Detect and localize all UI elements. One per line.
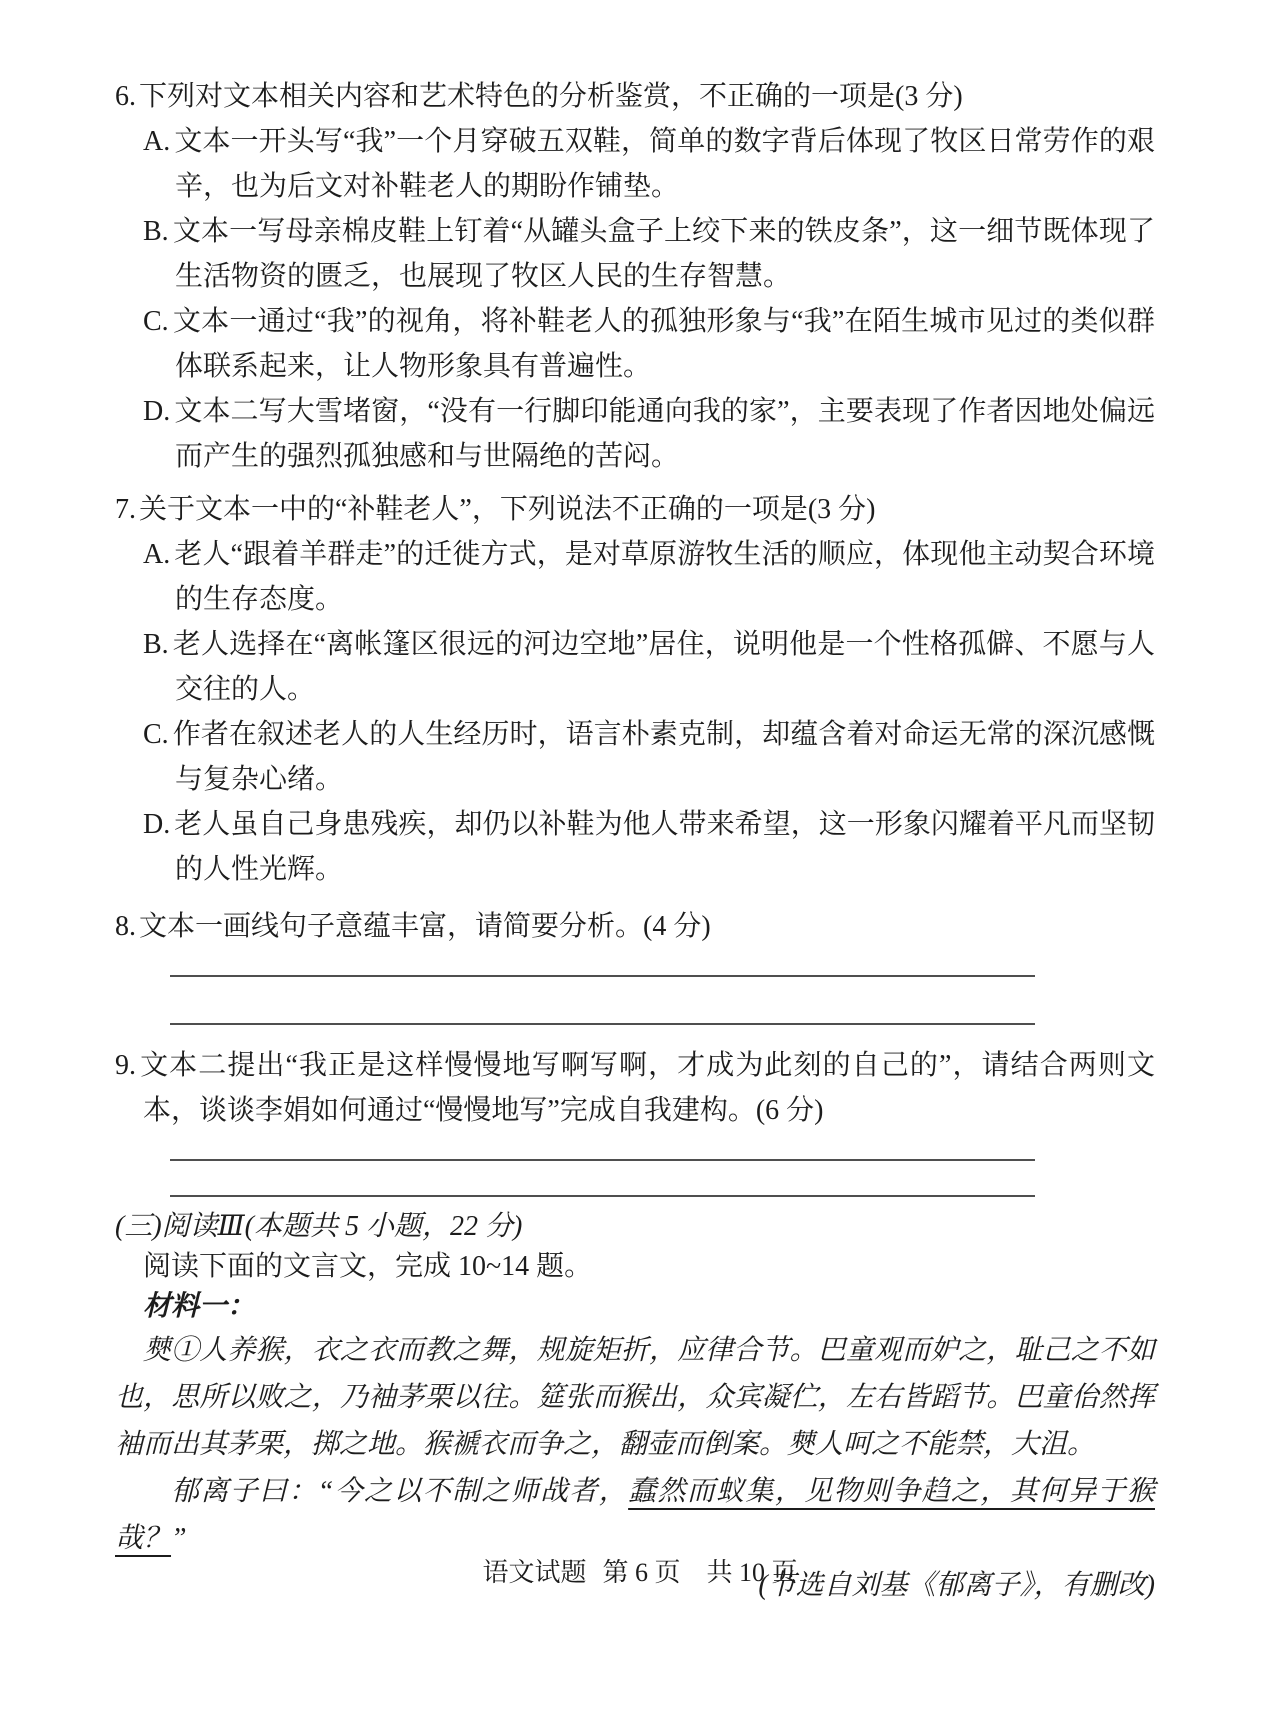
option-label: D.: [143, 809, 171, 840]
question-stem: 文本一画线句子意蕴丰富，请简要分析。(4 分): [139, 911, 711, 942]
option-text: 作者在叙述老人的人生经历时，语言朴素克制，却蕴含着对命运无常的深沉感慨与复杂心绪。: [172, 719, 1155, 795]
answer-line: [170, 949, 1035, 977]
question-7-option-d: [143, 802, 1155, 892]
question-stem: 文本二提出“我正是这样慢慢地写啊写啊，才成为此刻的自己的”，请结合两则文本，谈谈李娟如何通过“慢慢地写”完成自我建构。(6 分): [139, 1050, 1155, 1126]
question-number: 8.: [115, 911, 136, 942]
option-text: 文本一开头写“我”一个月穿破五双鞋，简单的数字背后体现了牧区日常劳作的艰辛，也为后文对补鞋老人的期盼作铺垫。: [174, 126, 1155, 202]
option-text: 文本一写母亲棉皮鞋上钉着“从罐头盒子上绞下来的铁皮条”，这一细节既体现了生活物资的匮乏，也展现了牧区人民的生存智慧。: [172, 216, 1155, 292]
answer-line: [170, 1133, 1035, 1161]
question-6-option-d: [143, 389, 1155, 479]
answer-line: [170, 977, 1035, 1025]
quote-suffix: ”: [171, 1523, 187, 1554]
answer-line: [170, 1161, 1035, 1197]
material-label: 材料一：: [143, 1291, 256, 1322]
question-number: 7.: [115, 494, 136, 525]
option-text: 老人虽自己身患残疾，却仍以补鞋为他人带来希望，这一形象闪耀着平凡而坚韧的人性光辉。: [174, 809, 1155, 885]
classical-passage: 僰①人养猴，衣之衣而教之舞，规旋矩折，应律合节。巴童观而妒之，耻己之不如也，思所以败之，乃袖茅栗以往。筵张而猴出，众宾凝伫，左右皆蹈节。巴童佁然挥袖而出其茅栗，掷之地。猴褫衣而争之，翻壶而倒案。僰人呵之不能禁，大沮。: [115, 1335, 1155, 1460]
option-label: B.: [143, 216, 169, 247]
footer-doc-title: 语文试题: [482, 1558, 587, 1587]
option-label: C.: [143, 719, 169, 750]
quote-underlined-segment: 蠢然而蚁集，见物则争趋之，其何异于猴哉？: [115, 1476, 1155, 1554]
option-label: C.: [143, 306, 169, 337]
question-9: [115, 1043, 1155, 1133]
reading-instruction: 阅读下面的文言文，完成 10~14 题。: [143, 1251, 593, 1282]
option-label: A.: [143, 539, 171, 570]
quote-prefix: 郁离子曰：“今之以不制之师战者，: [171, 1476, 629, 1507]
option-text: 老人选择在“离帐篷区很远的河边空地”居住，说明他是一个性格孤僻、不愿与人交往的人。: [172, 629, 1155, 705]
footer-page-info: 第 6 页 共 10 页: [602, 1558, 798, 1587]
question-6-option-a: [143, 119, 1155, 209]
question-number: 6.: [115, 81, 136, 112]
question-8: [115, 904, 1155, 949]
question-7-option-a: [143, 532, 1155, 622]
question-7-option-b: [143, 622, 1155, 712]
section-heading: (三)阅读Ⅲ(本题共 5 小题，22 分): [115, 1211, 523, 1242]
question-6: [115, 74, 1155, 119]
question-6-option-c: [143, 299, 1155, 389]
option-label: D.: [143, 396, 171, 427]
option-text: 老人“跟着羊群走”的迁徙方式，是对草原游牧生活的顺应，体现他主动契合环境的生存态度。: [174, 539, 1155, 615]
question-number: 9.: [115, 1050, 136, 1081]
yulizi-quote: [115, 1468, 1155, 1562]
question-stem: 关于文本一中的“补鞋老人”，下列说法不正确的一项是(3 分): [139, 494, 876, 525]
page-footer: [0, 1550, 1280, 1595]
question-6-option-b: [143, 209, 1155, 299]
option-label: B.: [143, 629, 169, 660]
passage-source: (节选自刘基《郁离子》，有删改): [758, 1570, 1155, 1601]
option-label: A.: [143, 126, 171, 157]
option-text: 文本一通过“我”的视角，将补鞋老人的孤独形象与“我”在陌生城市见过的类似群体联系起来，让人物形象具有普遍性。: [172, 306, 1155, 382]
question-7: [115, 487, 1155, 532]
option-text: 文本二写大雪堵窗，“没有一行脚印能通向我的家”，主要表现了作者因地处偏远而产生的强烈孤独感和与世隔绝的苦闷。: [174, 396, 1155, 472]
question-7-option-c: [143, 712, 1155, 802]
question-stem: 下列对文本相关内容和艺术特色的分析鉴赏，不正确的一项是(3 分): [139, 81, 963, 112]
